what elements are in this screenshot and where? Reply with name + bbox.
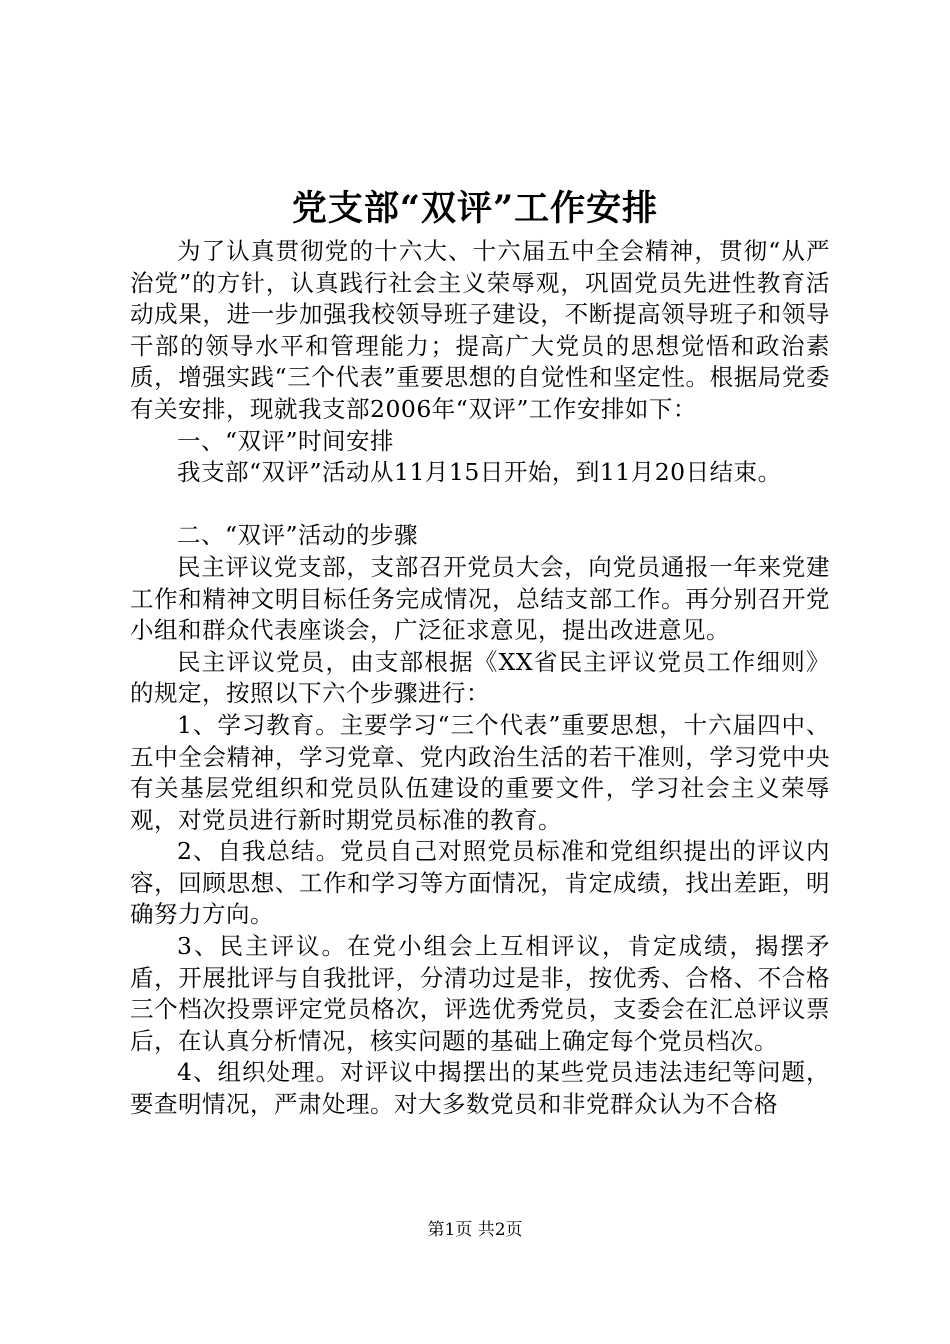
step-3-paragraph: 3、民主评议。在党小组会上互相评议，肯定成绩，揭摆矛盾，开展批评与自我批评，分清功过是非，按优秀、合格、不合格三个档次投票评定党员格次，评选优秀党员，支委会在汇总评议票后，在认真分析情况，核实问题的基础上确定每个党员档次。	[130, 932, 830, 1055]
step-4-paragraph: 4、组织处理。对评议中揭摆出的某些党员违法违纪等问题，要查明情况，严肃处理。对大多数党员和非党群众认为不合格	[130, 1058, 830, 1119]
step-1-paragraph: 1、学习教育。主要学习“三个代表”重要思想，十六届四中、五中全会精神，学习党章、党内政治生活的若干准则，学习党中央有关基层党组织和党员队伍建设的重要文件，学习社会主义荣辱观，对党员进行新时期党员标准的教育。	[130, 710, 830, 834]
document-body	[130, 236, 830, 1121]
member-review-paragraph: 民主评议党员，由支部根据《XX省民主评议党员工作细则》的规定，按照以下六个步骤进行：	[130, 647, 830, 708]
section-heading-steps: 二、“双评”活动的步骤	[177, 521, 419, 550]
branch-review-paragraph: 民主评议党支部，支部召开党员大会，向党员通报一年来党建工作和精神文明目标任务完成情况，总结支部工作。再分别召开党小组和群众代表座谈会，广泛征求意见，提出改进意见。	[130, 552, 830, 645]
step-2-paragraph: 2、自我总结。党员自己对照党员标准和党组织提出的评议内容，回顾思想、工作和学习等方面情况，肯定成绩，找出差距，明确努力方向。	[130, 837, 830, 929]
section-heading-schedule: 一、“双评”时间安排	[177, 426, 395, 455]
schedule-paragraph: 我支部“双评”活动从11月15日开始，到11月20日结束。	[177, 458, 782, 487]
page-indicator: 第1页 共2页	[427, 1220, 523, 1240]
intro-paragraph: 为了认真贯彻党的十六大、十六届五中全会精神，贯彻“从严治党”的方针，认真践行社会主义荣辱观，巩固党员先进性教育活动成果，进一步加强我校领导班子建设，不断提高领导班子和领导干部的领导水平和管理能力；提高广大党员的思想觉悟和政治素质，增强实践“三个代表”重要思想的自觉性和坚定性。根据局党委有关安排，现就我支部2006年“双评”工作安排如下：	[130, 237, 830, 423]
document-title: 党支部“双评”工作安排	[291, 188, 659, 229]
